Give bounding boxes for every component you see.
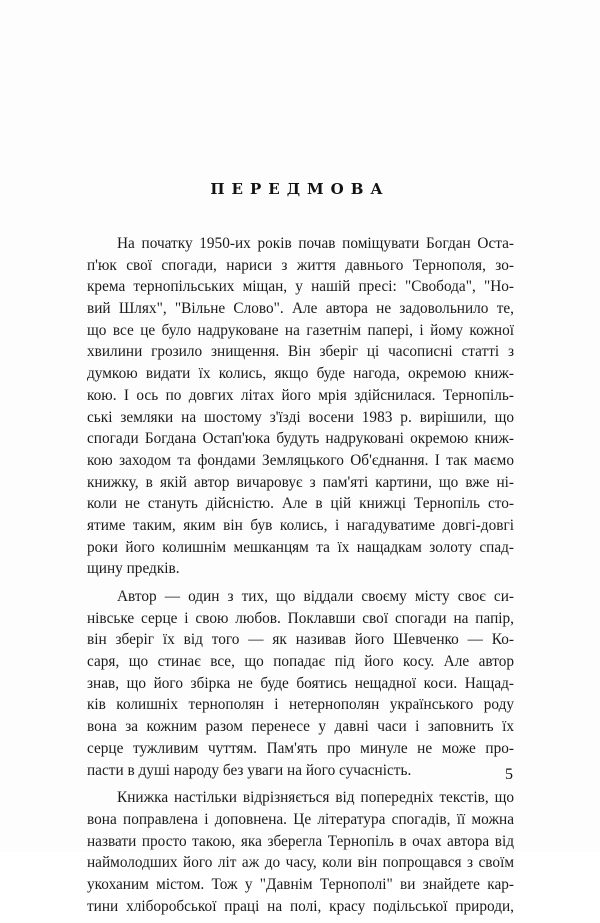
text-line: серце тужливим чуттям. Пам'ять про минуле не може про-: [87, 739, 514, 757]
text-line: укоханим містом. Тож у "Давнім Тернополі" ви знайдете кар-: [87, 875, 514, 893]
text-line: ятиме таким, яким він був колись, і нагадуватиме довгі-довгі: [87, 516, 514, 534]
text-line: пасти в душі народу без уваги на його сучасність.: [87, 761, 412, 779]
text-line: Книжка настільки відрізняється від попередніх текстів, що: [117, 789, 514, 807]
text-line: він зберіг їх від того — як називав його Шевченко — Ко-: [87, 631, 514, 649]
text-line: книжку, в якій автор вичаровує з пам'яті картини, що вже ні-: [87, 473, 514, 491]
text-line: кою заходом та фондами Земляцького Об'єднання. І так маємо: [87, 451, 514, 469]
paragraph-1: [87, 233, 514, 580]
text-line: вона за кожним разом перенесе у давні часи і заповнить їх: [87, 718, 514, 736]
text-line: вона поправлена і доповнена. Це література спогадів, її можна: [87, 810, 514, 828]
page-number: 5: [505, 766, 513, 783]
text-line: тини хліборобської праці на полі, красу подільської природи,: [87, 897, 514, 915]
paragraph-2: [87, 586, 514, 781]
text-line: думкою видати їх колись, якщо буде нагода, окремою книж-: [87, 365, 514, 383]
text-line: кою. І ось по довгих літах його мрія здійснилася. Тернопіль-: [87, 386, 514, 404]
text-line: Автор — один з тих, що віддали своєму місту своє си-: [117, 588, 514, 605]
text-line: що все це було надруковане на газетнім папері, і йому кожної: [87, 321, 514, 339]
text-line: знав, що його збірка не буде боятись нещадної коси. Нащад-: [87, 674, 514, 692]
text-line: саря, що стинає все, що попадає під його косу. Але автор: [87, 653, 514, 671]
text-line: ків колишніх тернополян і нетернополян українського роду: [87, 696, 514, 714]
text-line: На початку 1950-их років почав поміщувати Богдан Оста-: [117, 235, 514, 252]
text-line: роки його колишнім мешканцям та їх нащадкам золоту спад-: [87, 538, 514, 556]
text-line: хвилини грозило знищення. Він зберіг ці часописні статті з: [87, 343, 514, 361]
text-line: вий Шлях", "Вільне Слово". Але автора не задовольнило те,: [87, 300, 514, 318]
text-line: спогади Богдана Остап'юка будуть надруковані окремою книж-: [87, 430, 514, 448]
body-text: [87, 233, 514, 923]
text-line: нівське серце і свою любов. Поклавши свої спогади на папір,: [87, 609, 514, 627]
text-line: коли не стануть дійсністю. Але в цій книжці Тернопіль сто-: [87, 495, 514, 513]
text-line: назвати просто такою, яка зберегла Тернопіль в очах автора від: [87, 832, 514, 850]
text-line: щину предків.: [87, 560, 180, 578]
page-title: ПЕРЕДМОВА: [210, 180, 390, 198]
text-line: п'юк свої спогади, нариси з життя давнього Тернополя, зо-: [87, 256, 514, 274]
paragraph-3: [87, 787, 514, 917]
text-line: ські земляки на шостому з'їзді восени 1983 р. вирішили, що: [87, 408, 514, 426]
text-line: крема тернопільських міщан, у нашій пресі: "Свобода", "Но-: [87, 278, 514, 296]
text-line: наймолодших його літ аж до часу, коли він попрощався з своїм: [87, 854, 514, 872]
